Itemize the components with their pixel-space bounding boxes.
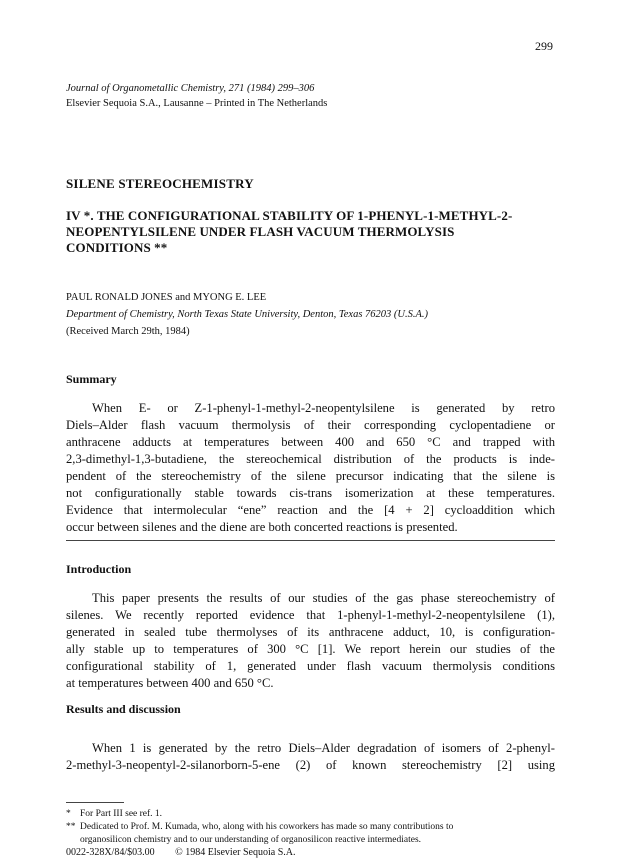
summary-line: 2,3-dimethyl-1,3-butadiene, the stereochemical distribution of the products is inde- xyxy=(66,452,555,466)
summary-line: Diels–Alder flash vacuum thermolysis of their corresponding cyclopentadiene or xyxy=(66,418,555,432)
series-title: SILENE STEREOCHEMISTRY xyxy=(66,176,254,191)
introduction-line: generated in sealed tube thermolyses of its anthracene adduct, 10, is configuration- xyxy=(66,625,555,639)
bottom-line xyxy=(66,847,313,858)
summary-line: not configurationally stable towards cis-trans isomerization at these temperatures. xyxy=(66,486,555,500)
summary-line: When E- or Z-1-phenyl-1-methyl-2-neopentylsilene is generated by retro xyxy=(92,401,555,415)
article-title-line: NEOPENTYLSILENE UNDER FLASH VACUUM THERMOLYSIS xyxy=(66,224,455,239)
introduction-line: silenes. We recently reported evidence that 1-phenyl-1-methyl-2-neopentylsilene (1), xyxy=(66,608,555,622)
affiliation: Department of Chemistry, North Texas State University, Denton, Texas 76203 (U.S.A.) xyxy=(66,309,429,320)
introduction-line: ally stable up to temperatures of 300 °C [1]. We report herein our studies of the xyxy=(66,642,555,656)
journal-citation xyxy=(66,81,327,111)
footnote-mark: * xyxy=(66,809,71,819)
introduction-line: configurational stability of 1, generated under flash vacuum thermolysis conditions xyxy=(66,659,555,673)
section-divider xyxy=(66,540,555,541)
footnote xyxy=(66,808,162,821)
footnote-text: For Part III see ref. 1. xyxy=(80,809,163,819)
article-code: 0022-328X/84/$03.00 xyxy=(66,847,155,858)
authors: PAUL RONALD JONES and MYONG E. LEE xyxy=(66,292,267,303)
footnote xyxy=(66,821,453,847)
summary-line: Evidence that intermolecular “ene” reaction and the [4 + 2] cycloaddition which xyxy=(66,503,555,517)
results-paragraph xyxy=(66,740,555,774)
article-title-line: CONDITIONS ** xyxy=(66,240,168,255)
article-title-line: IV *. THE CONFIGURATIONAL STABILITY OF 1-PHENYL-1-METHYL-2- xyxy=(66,208,513,223)
page-number: 299 xyxy=(535,39,553,53)
introduction-heading: Introduction xyxy=(66,562,132,576)
summary-heading: Summary xyxy=(66,372,117,386)
journal-citation-line1: Journal of Organometallic Chemistry, 271 (1984) 299–306 xyxy=(66,83,315,94)
results-line: When 1 is generated by the retro Diels–Alder degradation of isomers of 2-phenyl- xyxy=(92,741,555,755)
summary-line: pendent of the stereochemistry of the silene precursor indicating that the silene is xyxy=(66,469,555,483)
footnote-mark: ** xyxy=(66,822,76,832)
copyright: © 1984 Elsevier Sequoia S.A. xyxy=(175,847,296,858)
received-date: (Received March 29th, 1984) xyxy=(66,326,190,337)
results-line: 2-methyl-3-neopentyl-2-silanorborn-5-ene (2) of known stereochemistry [2] using xyxy=(66,758,555,772)
summary-line: anthracene adducts at temperatures between 400 and 650 °C and trapped with xyxy=(66,435,555,449)
footnote-continuation: organosilicon chemistry and to our understanding of organosilicon reactive intermediates. xyxy=(80,835,422,845)
summary-line: occur between silenes and the diene are both concerted reactions is presented. xyxy=(66,520,458,534)
results-heading: Results and discussion xyxy=(66,702,181,716)
footnote-rule xyxy=(66,802,124,803)
introduction-line: at temperatures between 400 and 650 °C. xyxy=(66,676,274,690)
summary-paragraph xyxy=(66,400,555,536)
article-title xyxy=(66,208,566,256)
footnote-text: Dedicated to Prof. M. Kumada, who, along with his coworkers has made so many contributions to xyxy=(80,822,454,832)
introduction-paragraph xyxy=(66,590,555,692)
introduction-line: This paper presents the results of our studies of the gas phase stereochemistry of xyxy=(92,591,555,605)
journal-publisher-line: Elsevier Sequoia S.A., Lausanne – Printed in The Netherlands xyxy=(66,98,328,109)
